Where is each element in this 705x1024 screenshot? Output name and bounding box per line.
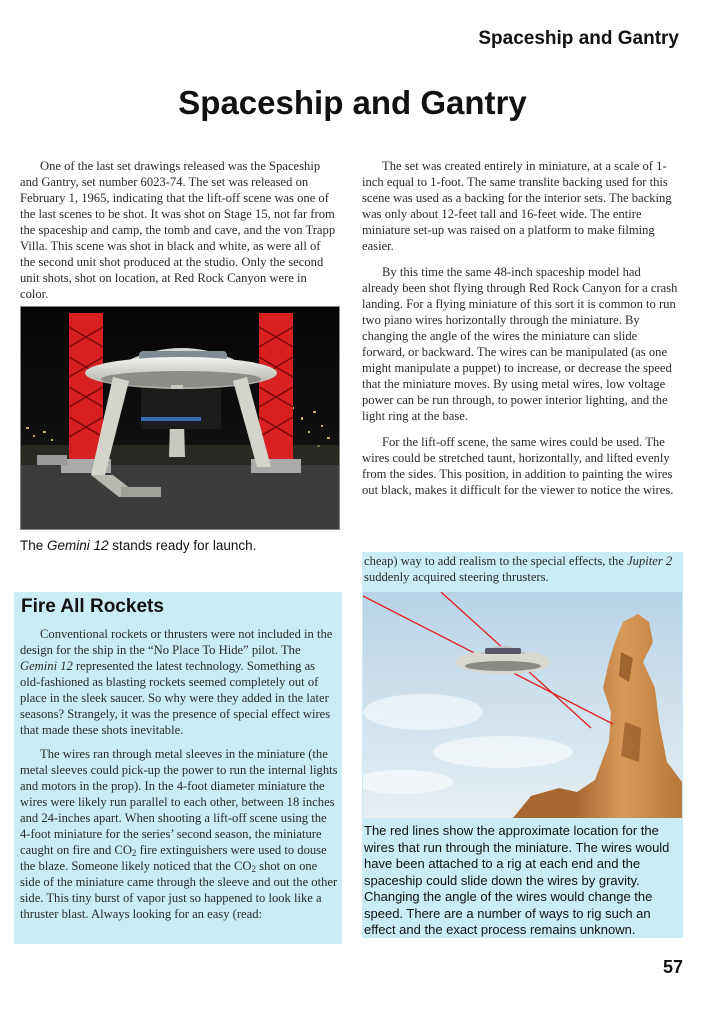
paragraph: One of the last set drawings released was the Spaceship and Gantry, set number 6023-74. The set was released on February 1, 1965, indicating that the lift-off scene was one of the last scenes to be shot. It was shot on Stage 15, not far from the spaceship and camp, the tomb and cave, and the von Trapp Villa. This scene was shot in black and white, as were all of the second unit shot produced at the studio. Only the second unit shots, shot on location, at Red Rock Canyon were in color. <box>20 159 336 301</box>
gantry-photo-illustration <box>21 307 339 529</box>
photo-caption: The Gemini 12 stands ready for launch. <box>20 538 257 553</box>
page-number: 57 <box>662 957 683 977</box>
wires-photo-box <box>362 552 683 938</box>
flying-spaceship-photo <box>363 592 682 818</box>
running-header: Spaceship and Gantry <box>478 28 679 49</box>
paragraph: For the lift-off scene, the same wires could be used. The wires could be stretched taunt, horizontally, and lifted evenly from the sides. This position, in addition to painting the wires out black, makes it difficult for the viewer to notice the wires. <box>362 435 674 497</box>
paragraph: Conventional rockets or thrusters were not included in the design for the ship in the “No Place To Hide” pilot. The Gemini 12 represented the latest technology. Something as old-fashioned as blasting rockets seemed completely out of place in the sleek saucer. So why were they added in the later seasons? Strangely, it was the presence of special effect wires that made these shots inevitable. <box>20 627 333 737</box>
continued-text: cheap) way to add realism to the special effects, the Jupiter 2 suddenly acquired steering thrusters. <box>364 554 673 584</box>
flying-spaceship-illustration <box>363 592 682 818</box>
page-title: Spaceship and Gantry <box>178 84 527 121</box>
sidebar-heading: Fire All Rockets <box>21 596 164 617</box>
fire-all-rockets-sidebar <box>14 592 342 944</box>
paragraph: The wires ran through metal sleeves in the miniature (the metal sleeves could pick-up the power to run the internal lights and motors in the prop). In the 4-foot diameter miniature the wires were likely run parallel to each other, between 18 inches and 24-inches apart. When shooting a lift-off scene using the 4-foot miniature for the series’ second season, the miniature caught on fire and $CO_2$ fire extinguishers were used to douse the blaze. Someone likely noticed that the $CO_2$ shot on one side of the miniature came through the sleeve and out the other side. This tiny burst of vapor just so happened to look like a thruster blast. Always looking for an easy (read: <box>20 747 338 921</box>
paragraph: By this time the same 48-inch spaceship model had already been shot flying through Red Rock Canyon for a crash landing. For a flying miniature of this sort it is common to run two piano wires horizontally through the miniature. By changing the angle of the wires the miniature can slide forward, or backward. The wires can be manipulated (as one might manipulate a puppet) to increase, or decrease the speed that the miniature moves. By using metal wires, low voltage power can be run through, to power interior lighting, and the light ring at the base. <box>362 265 678 423</box>
right-column-text <box>362 158 680 508</box>
photo-caption: The red lines show the approximate location for the wires that run through the miniature. The wires would have been attached to a rig at each end and the spaceship could slide down the wires by gravity. Changing the angle of the wires would change the speed. There are a number of ways to rig such an effect and the exact process remains unknown. <box>364 823 670 937</box>
paragraph: The set was created entirely in miniature, at a scale of 1-inch equal to 1-foot. The same translite backing used for this scene was used as a backing for the interior sets. The backing was only about 12-feet tall and 16-feet wide. The entire miniature set-up was raised on a platform to make filming easier. <box>362 159 672 253</box>
left-column-text <box>20 158 338 312</box>
gantry-photo <box>20 306 340 530</box>
sidebar-body <box>20 626 338 930</box>
